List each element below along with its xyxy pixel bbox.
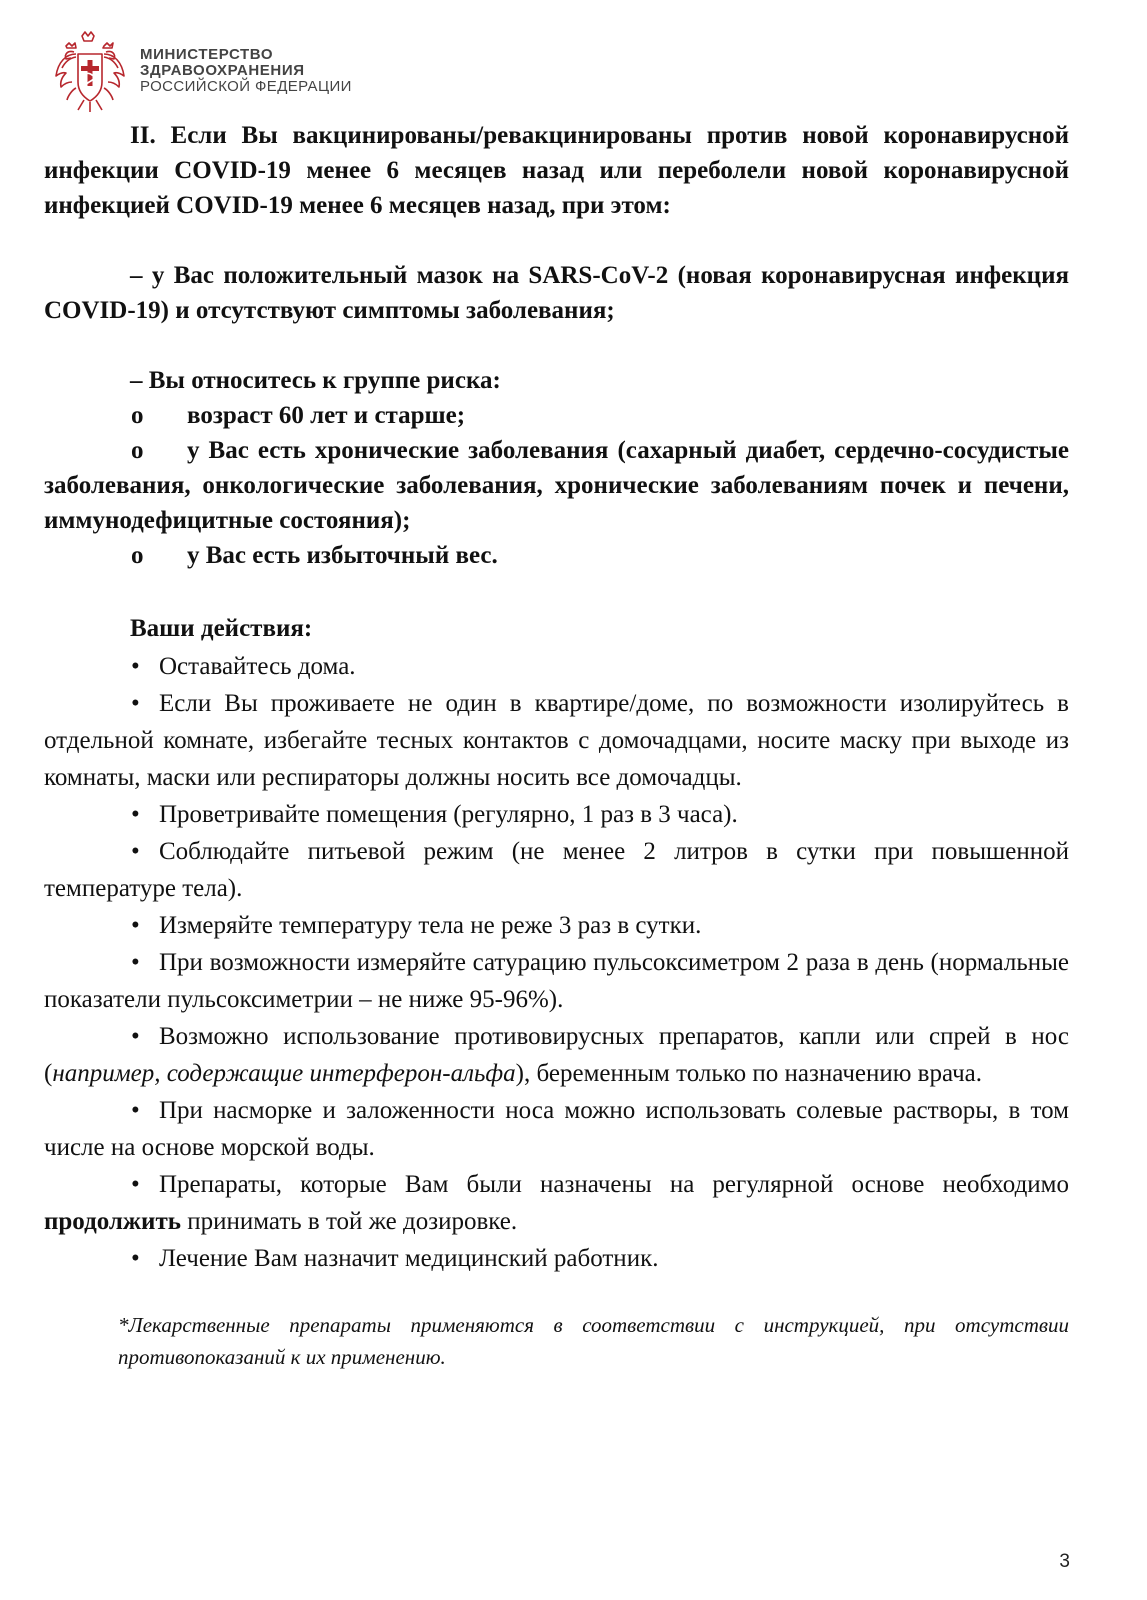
bullet-icon: • [131,801,140,828]
action-item [44,907,1069,944]
action-item-text: Соблюдайте питьевой режим (не менее 2 литров в сутки при повышенной температуре тела). [44,838,1069,902]
action-item [44,833,1069,907]
bullet-icon: • [131,653,140,680]
ministry-header [52,30,412,114]
bullet-icon: • [131,1097,140,1124]
action-item-text: Если Вы проживаете не один в квартире/доме, по возможности изолируйтесь в отдельной комнате, избегайте тесных контактов с домочадцами, носите маску при выходе из комнаты, маски или респираторы должны носить все домочадцы. [44,690,1069,791]
continue-emphasis: продолжить [44,1208,181,1235]
action-item [44,1240,1069,1277]
bullet-icon: • [131,949,140,976]
ministry-name [140,47,352,95]
ministry-name-line2: ЗДРАВООХРАНЕНИЯ [140,62,305,79]
actions-title: Ваши действия: [130,615,313,642]
bullet-icon: • [131,912,140,939]
risk-group-title: – Вы относитесь к группе риска: [130,367,501,394]
bullet-icon: • [131,838,140,865]
bullet-icon: • [131,1171,140,1198]
circle-bullet-icon: o [131,437,144,464]
risk-item [44,398,1069,433]
action-item-antiviral [44,1018,1069,1092]
double-headed-eagle-emblem-icon [52,30,128,114]
risk-item [44,538,1069,573]
continue-text-before: Препараты, которые Вам были назначены на регулярной основе необходимо [159,1171,1069,1198]
condition-positive-swab: – у Вас положительный мазок на SARS-CoV-2 (новая коронавирусная инфекция COVID-19) и отсутствуют симптомы заболевания; [44,262,1069,324]
document-body [44,118,1069,1373]
antiviral-example: например, содержащие интерферон-альфа [52,1060,516,1087]
action-item-text: Оставайтесь дома. [159,653,356,680]
page-number: 3 [1059,1551,1070,1572]
circle-bullet-icon: o [131,402,144,429]
action-item [44,944,1069,1018]
section-heading [44,118,1069,223]
action-item [44,685,1069,796]
action-item-text: Измеряйте температуру тела не реже 3 раз в сутки. [159,912,702,939]
risk-item-text: у Вас есть избыточный вес. [187,542,498,569]
ministry-name-line3: РОССИЙСКОЙ ФЕДЕРАЦИИ [140,78,352,95]
ministry-name-line1: МИНИСТЕРСТВО [140,46,274,63]
action-item-continue [44,1166,1069,1240]
action-item-text: При насморке и заложенности носа можно использовать солевые растворы, в том числе на основе морской воды. [44,1097,1069,1161]
antiviral-text-before: Возможно использование противовирусных препаратов, капли или спрей в нос ( [44,1023,1069,1087]
risk-item-text: у Вас есть хронические заболевания (сахарный диабет, сердечно-сосудистые заболевания, онкологические заболевания, хронические заболеваниям почек и печени, иммунодефицитные состояния); [44,437,1069,534]
risk-item-text: возраст 60 лет и старше; [187,402,466,429]
risk-item [44,433,1069,538]
continue-text-after: принимать в той же дозировке. [180,1208,518,1235]
footnote: *Лекарственные препараты применяются в соответствии с инструкцией, при отсутствии противопоказаний к их применению. [118,1313,1069,1369]
bullet-icon: • [131,690,140,717]
action-item [44,1092,1069,1166]
section-number: II. [130,122,156,149]
circle-bullet-icon: o [131,542,144,569]
bullet-icon: • [131,1023,140,1050]
action-item [44,796,1069,833]
action-item-text: Лечение Вам назначит медицинский работник. [159,1245,659,1272]
action-item [44,648,1069,685]
action-item-text: При возможности измеряйте сатурацию пульсоксиметром 2 раза в день (нормальные показатели пульсоксиметрии – не ниже 95-96%). [44,949,1069,1013]
antiviral-text-after: ), беременным только по назначению врача. [515,1060,983,1087]
bullet-icon: • [131,1245,140,1272]
action-item-text: Проветривайте помещения (регулярно, 1 раз в 3 часа). [159,801,738,828]
section-heading-text: Если Вы вакцинированы/ревакцинированы против новой коронавирусной инфекции COVID-19 менее 6 месяцев назад или переболели новой коронавирусной инфекцией COVID-19 менее 6 месяцев назад, при этом: [44,122,1070,219]
